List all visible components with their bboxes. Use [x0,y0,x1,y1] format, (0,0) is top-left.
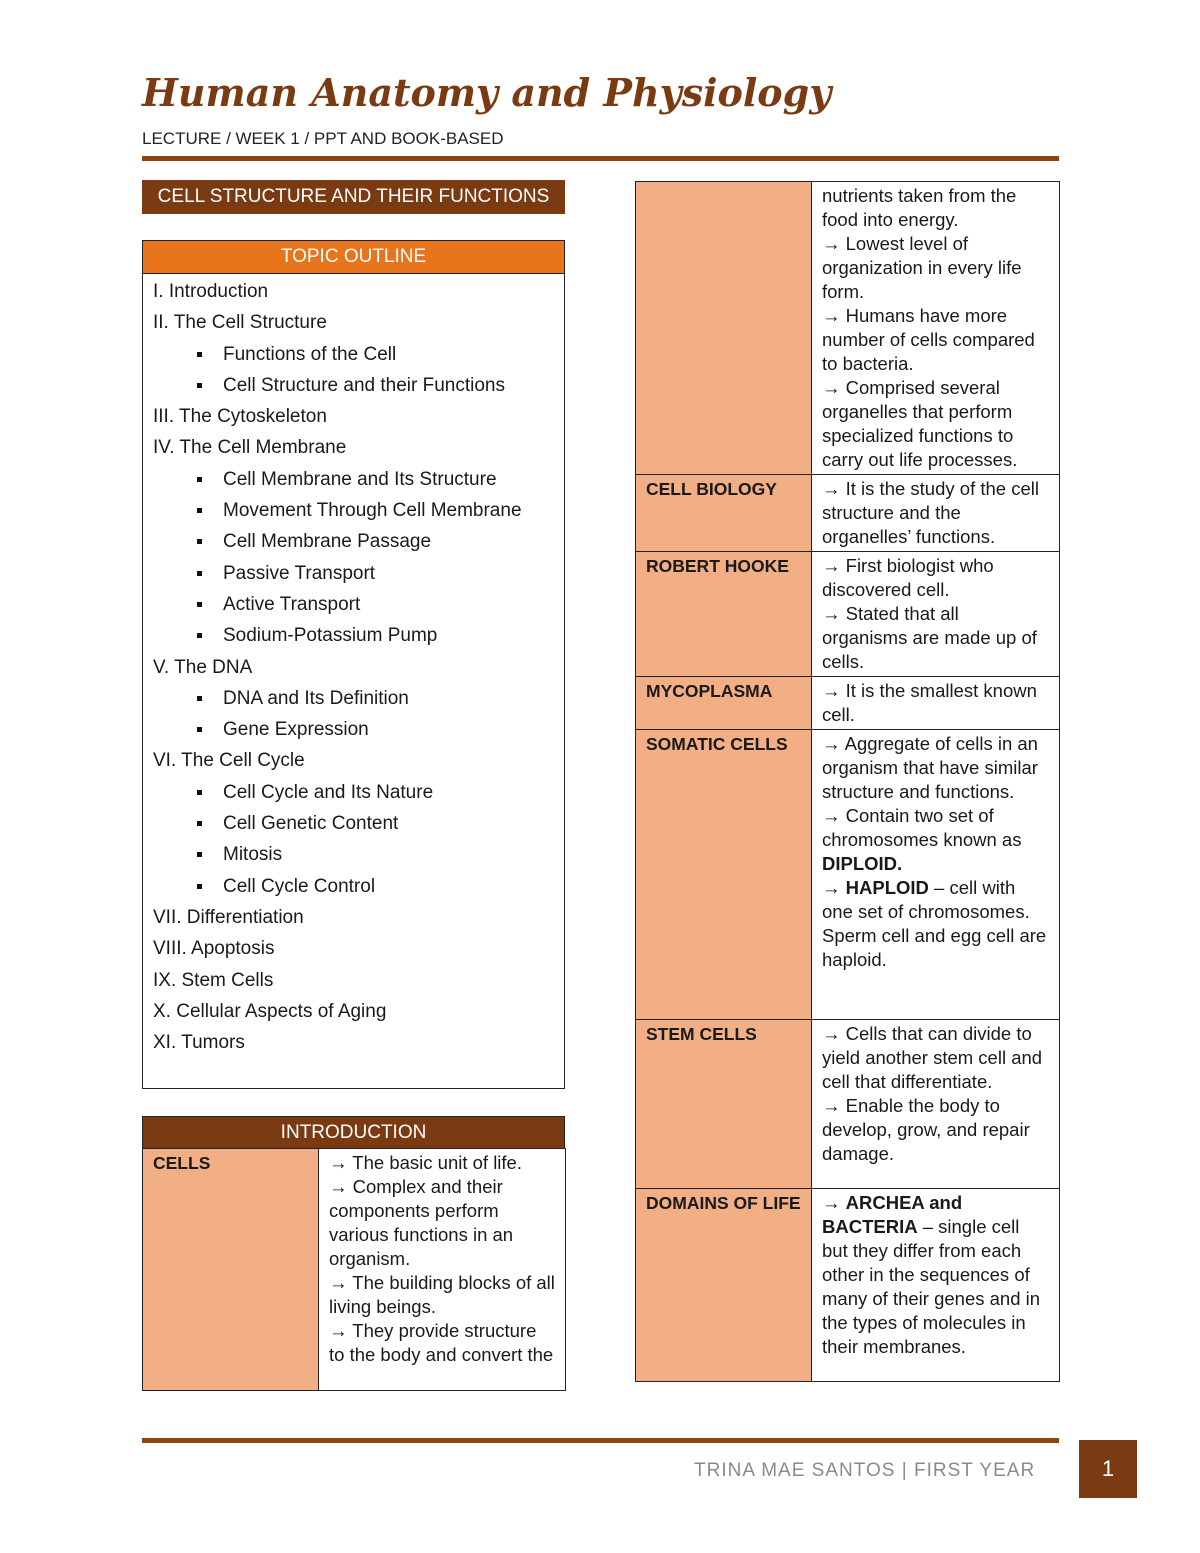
definition-line: → Enable the body to develop, grow, and repair damage. [822,1095,1030,1164]
keyword-archea-bacteria: ARCHEA and BACTERIA [822,1192,963,1237]
definition-line: → Lowest level of organization in every life form. [822,233,1022,302]
definition-line: → The building blocks of all living beings. [329,1272,555,1317]
definition-line: → It is the study of the cell structure and the organelles’ functions. [822,478,1039,547]
definition-text: → Contain two set of chromosomes known as [822,805,1022,850]
outline-subitem [153,526,564,557]
outline-section: I. Introduction [153,281,269,302]
outline-subitem-label: Cell Membrane and Its Structure [223,468,497,490]
bullet-icon [197,821,202,826]
footer-author: TRINA MAE SANTOS | FIRST YEAR [694,1460,1036,1481]
definition-line: → The basic unit of life. [329,1152,522,1173]
outline-subitem-label: Cell Genetic Content [223,813,399,835]
bullet-icon [197,790,202,795]
definition-line: → They provide structure to the body and convert the [329,1320,554,1365]
table-row [636,1189,1060,1382]
definition-text: → [822,877,846,898]
outline-subitem-label: Cell Membrane Passage [223,531,432,553]
introduction-table [142,1116,565,1391]
outline-section: III. The Cytoskeleton [153,406,327,428]
table-row [636,475,1060,552]
outline-subitem [153,839,564,870]
definition-line: → Cells that can divide to yield another stem cell and cell that differentiate. [822,1023,1043,1092]
outline-subitem-label: Cell Cycle and Its Nature [223,781,434,803]
table-row [636,1020,1060,1189]
definitions-table [635,181,1059,1382]
document-title: Human Anatomy and Physiology [142,70,832,115]
definition-line [822,1191,1049,1359]
bullet-icon [197,852,202,857]
outline-subitem-label: Movement Through Cell Membrane [223,500,522,522]
introduction-heading: INTRODUCTION [142,1116,565,1148]
outline-section: V. The DNA [153,656,253,678]
table-row [636,677,1060,730]
table-row [636,552,1060,677]
bullet-icon [197,508,202,513]
definition-line [822,876,1049,972]
outline-subitem [153,495,564,526]
term-cell: DOMAINS OF LIFE [636,1189,812,1382]
outline-subitem [153,558,564,589]
bullet-icon [197,727,202,732]
bullet-icon [197,633,202,638]
table-row [636,182,1060,475]
definition-line: → Complex and their components perform various functions in an organism. [329,1176,514,1269]
outline-subitem-label: Cell Cycle Control [223,875,376,897]
outline-subitem-label: Active Transport [223,593,361,615]
outline-subitem-label: Passive Transport [223,562,376,584]
outline-section: VII. Differentiation [153,906,304,928]
term-cell [636,182,812,475]
term-cell: MYCOPLASMA [636,677,812,730]
definition-cell [812,1189,1060,1382]
topic-outline-heading: TOPIC OUTLINE [143,241,564,274]
term-cell: STEM CELLS [636,1020,812,1189]
document-subtitle: LECTURE / WEEK 1 / PPT AND BOOK-BASED [142,129,504,148]
outline-subitem [153,777,564,808]
definition-line: → Aggregate of cells in an organism that have similar structure and functions. [822,733,1038,802]
page-number: 1 [1079,1440,1137,1498]
outline-subitem [153,620,564,651]
definition-cell [812,182,1060,475]
definition-cell [812,1020,1060,1189]
outline-subitem [153,714,564,745]
bullet-icon [197,383,202,388]
outline-subitem [153,589,564,620]
topic-outline-list [143,274,564,1058]
outline-section: IX. Stem Cells [153,969,274,991]
outline-subitem-label: Sodium-Potassium Pump [223,625,438,647]
outline-section: XI. Tumors [153,1032,245,1054]
outline-subitem [153,683,564,714]
definition-text: – cell with one set of chromosomes. Sperm cell and egg cell are haploid. [822,877,1047,970]
section-title: CELL STRUCTURE AND THEIR FUNCTIONS [142,180,565,214]
term-cell: ROBERT HOOKE [636,552,812,677]
definition-line [822,804,1049,876]
outline-subitem-label: Functions of the Cell [223,343,397,365]
outline-subitem [153,464,564,495]
term-cell: CELLS [143,1149,319,1391]
bullet-icon [197,884,202,889]
outline-subitem [153,339,564,370]
definition-line: → First biologist who discovered cell. [822,555,994,600]
outline-section: VIII. Apoptosis [153,938,275,960]
outline-subitem-label: Mitosis [223,844,283,866]
term-cell: SOMATIC CELLS [636,730,812,1020]
definition-cell [812,475,1060,552]
keyword-diploid: DIPLOID. [822,853,903,874]
outline-section: II. The Cell Structure [153,312,327,334]
footer-divider [142,1438,1059,1443]
keyword-haploid: HAPLOID [845,877,929,898]
outline-section: VI. The Cell Cycle [153,750,305,772]
header-divider [142,156,1059,161]
definition-cell [812,730,1060,1020]
topic-outline [142,240,565,1089]
outline-subitem-label: Cell Structure and their Functions [223,374,505,396]
outline-section: IV. The Cell Membrane [153,437,347,459]
definition-text: → [822,1192,846,1213]
definition-line: → Comprised several organelles that perform specialized functions to carry out life processes. [822,377,1018,470]
definition-cell [319,1149,566,1391]
definition-line: → Humans have more number of cells compared to bacteria. [822,305,1035,374]
outline-subitem [153,370,564,401]
definition-text: – single cell but they differ from each other in the sequences of many of their genes and in the types of molecules in their membranes. [822,1216,1041,1357]
outline-subitem-label: DNA and Its Definition [223,687,409,709]
definition-cell [812,552,1060,677]
bullet-icon [197,477,202,482]
definition-line: nutrients taken from the food into energy. [822,185,1017,230]
outline-section: X. Cellular Aspects of Aging [153,1000,387,1022]
definition-cell [812,677,1060,730]
bullet-icon [197,602,202,607]
table-row [636,730,1060,1020]
bullet-icon [197,571,202,576]
outline-subitem-label: Gene Expression [223,719,369,741]
table-row [143,1149,566,1391]
term-cell: CELL BIOLOGY [636,475,812,552]
bullet-icon [197,352,202,357]
outline-subitem [153,808,564,839]
bullet-icon [197,696,202,701]
definition-line: → Stated that all organisms are made up of cells. [822,603,1037,672]
definition-line: → It is the smallest known cell. [822,680,1037,725]
outline-subitem [153,871,564,902]
bullet-icon [197,539,202,544]
